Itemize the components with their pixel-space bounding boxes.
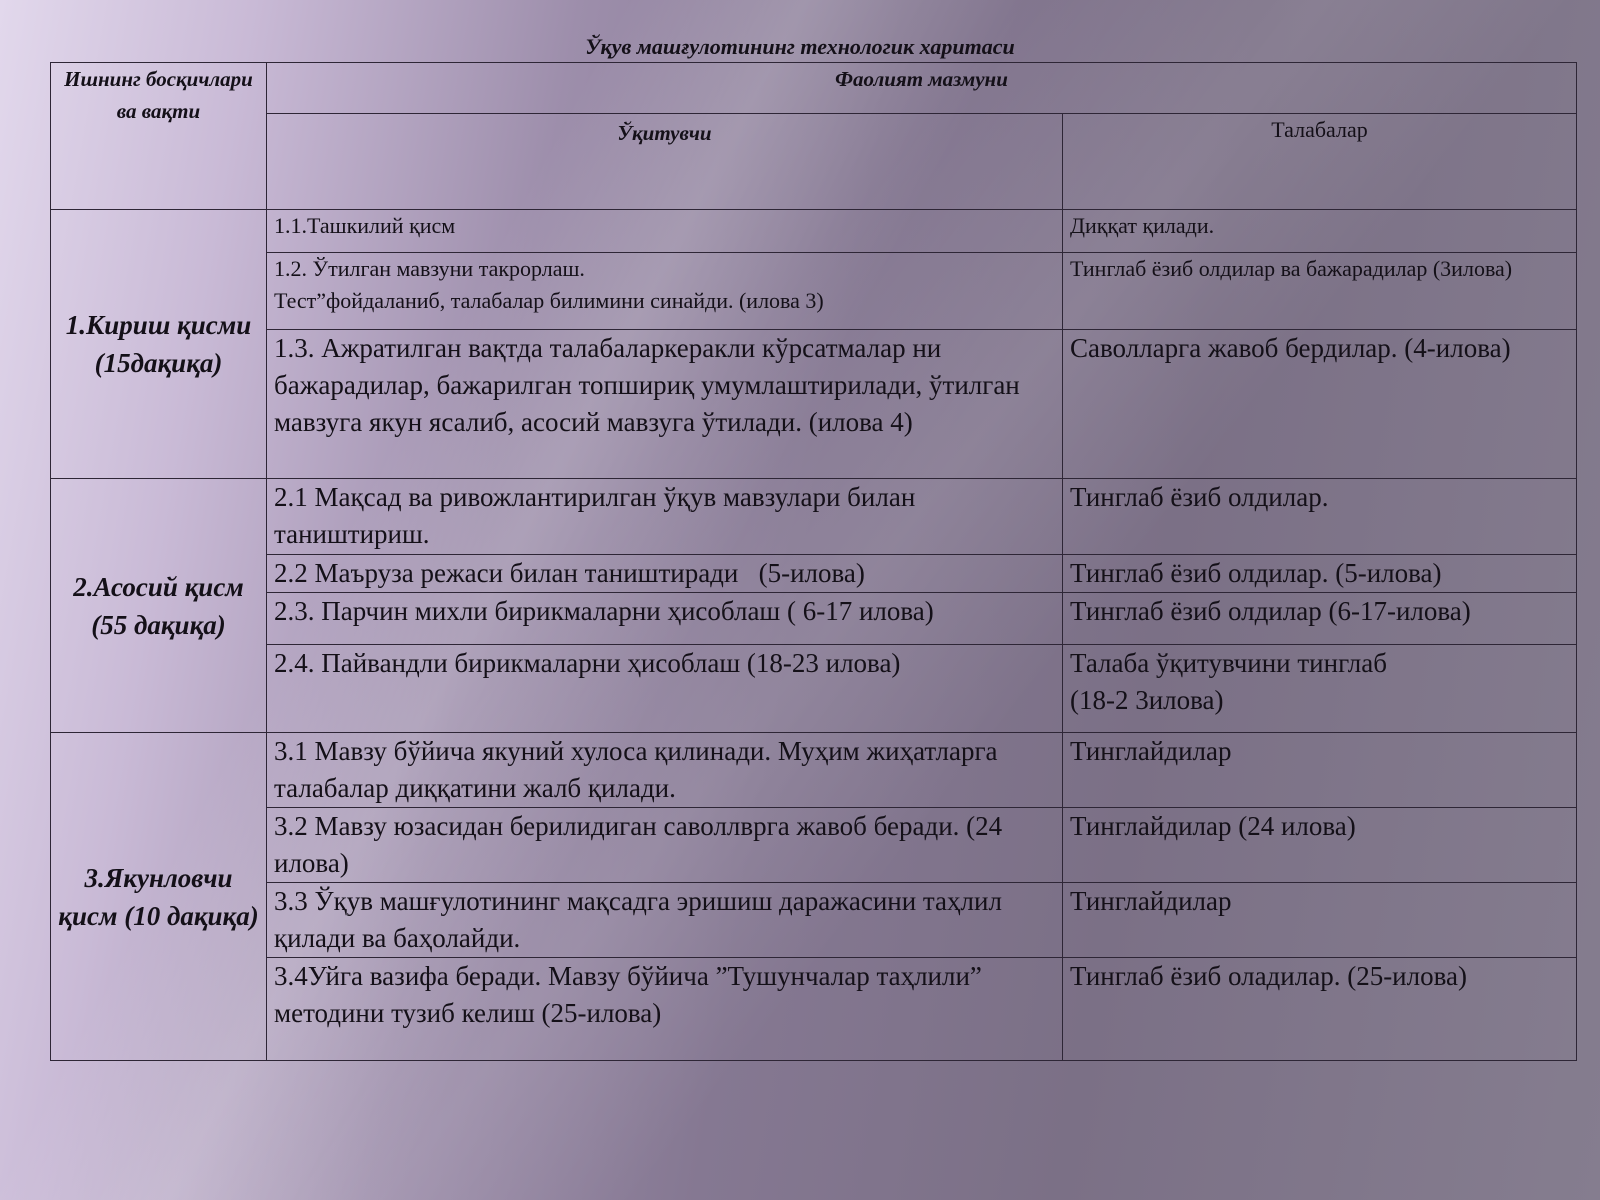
table-header-row [51, 63, 1577, 114]
teacher-activity: 1.2. Ўтилган мавзуни такрорлаш. Тест”фойдаланиб, талабалар билимини синайди. (илова 3) [267, 253, 1063, 330]
teacher-activity: 1.1.Ташкилий қисм [267, 210, 1063, 253]
table-row [51, 555, 1577, 593]
page-title: Ўқув машғулотининг технологик харитаси [585, 34, 1015, 59]
teacher-activity: 2.3. Парчин михли бирикмаларни ҳисоблаш ( 6-17 илова) [267, 593, 1063, 645]
student-activity: Тинглаб ёзиб олдилар. [1063, 479, 1577, 555]
table-row [51, 958, 1577, 1061]
header-students: Талабалар [1063, 114, 1577, 210]
student-activity: Диққат қилади. [1063, 210, 1577, 253]
header-stages: Ишнинг босқичлари ва вақти [51, 63, 267, 210]
table-row [51, 593, 1577, 645]
table-row [51, 330, 1577, 479]
student-activity: Тинглайдилар [1063, 733, 1577, 808]
header-activity-content: Фаолият мазмуни [267, 63, 1577, 114]
student-activity: Тинглаб ёзиб оладилар. (25-илова) [1063, 958, 1577, 1061]
student-activity: Тинглаб ёзиб олдилар. (5-илова) [1063, 555, 1577, 593]
stage-final: 3.Якунловчи қисм (10 дақиқа) [51, 733, 267, 1061]
table-row [51, 479, 1577, 555]
student-activity: Тинглайдилар [1063, 883, 1577, 958]
teacher-activity: 2.2 Маъруза режаси билан таништиради (5-илова) [267, 555, 1063, 593]
teacher-activity: 3.4Уйга вазифа беради. Мавзу бўйича ”Тушунчалар таҳлили” методини тузиб келиш (25-илова) [267, 958, 1063, 1061]
teacher-activity: 1.3. Ажратилган вақтда талабаларкеракли кўрсатмалар ни бажарадилар, бажарилган топшириқ умумлаштирилади, ўтилган мавзуга якун ясалиб, асосий мавзуга ўтилади. (илова 4) [267, 330, 1063, 479]
teacher-activity: 2.1 Мақсад ва ривожлантирилган ўқув мавзулари билан таништириш. [267, 479, 1063, 555]
student-activity: Тинглаб ёзиб олдилар (6-17-илова) [1063, 593, 1577, 645]
technological-map-table [50, 62, 1577, 1061]
student-activity: Талаба ўқитувчини тинглаб (18-2 3илова) [1063, 645, 1577, 733]
stage-main: 2.Асосий қисм (55 дақиқа) [51, 479, 267, 733]
header-teacher: Ўқитувчи [267, 114, 1063, 210]
teacher-activity: 3.3 Ўқув машғулотининг мақсадга эришиш даражасини таҳлил қилади ва баҳолайди. [267, 883, 1063, 958]
student-activity: Тинглаб ёзиб олдилар ва бажарадилар (3илова) [1063, 253, 1577, 330]
student-activity: Саволларга жавоб бердилар. (4-илова) [1063, 330, 1577, 479]
table-row [51, 883, 1577, 958]
teacher-activity: 3.2 Мавзу юзасидан берилидиган саволлврга жавоб беради. (24 илова) [267, 808, 1063, 883]
student-activity: Тинглайдилар (24 илова) [1063, 808, 1577, 883]
stage-intro: 1.Кириш қисми (15дақиқа) [51, 210, 267, 479]
table-row [51, 808, 1577, 883]
table-subheader-row [51, 114, 1577, 210]
table-row [51, 210, 1577, 253]
teacher-activity: 2.4. Пайвандли бирикмаларни ҳисоблаш (18-23 илова) [267, 645, 1063, 733]
table-row [51, 253, 1577, 330]
teacher-activity: 3.1 Мавзу бўйича якуний хулоса қилинади. Муҳим жиҳатларга талабалар диққатини жалб қилади. [267, 733, 1063, 808]
table-row [51, 645, 1577, 733]
table-row [51, 733, 1577, 808]
